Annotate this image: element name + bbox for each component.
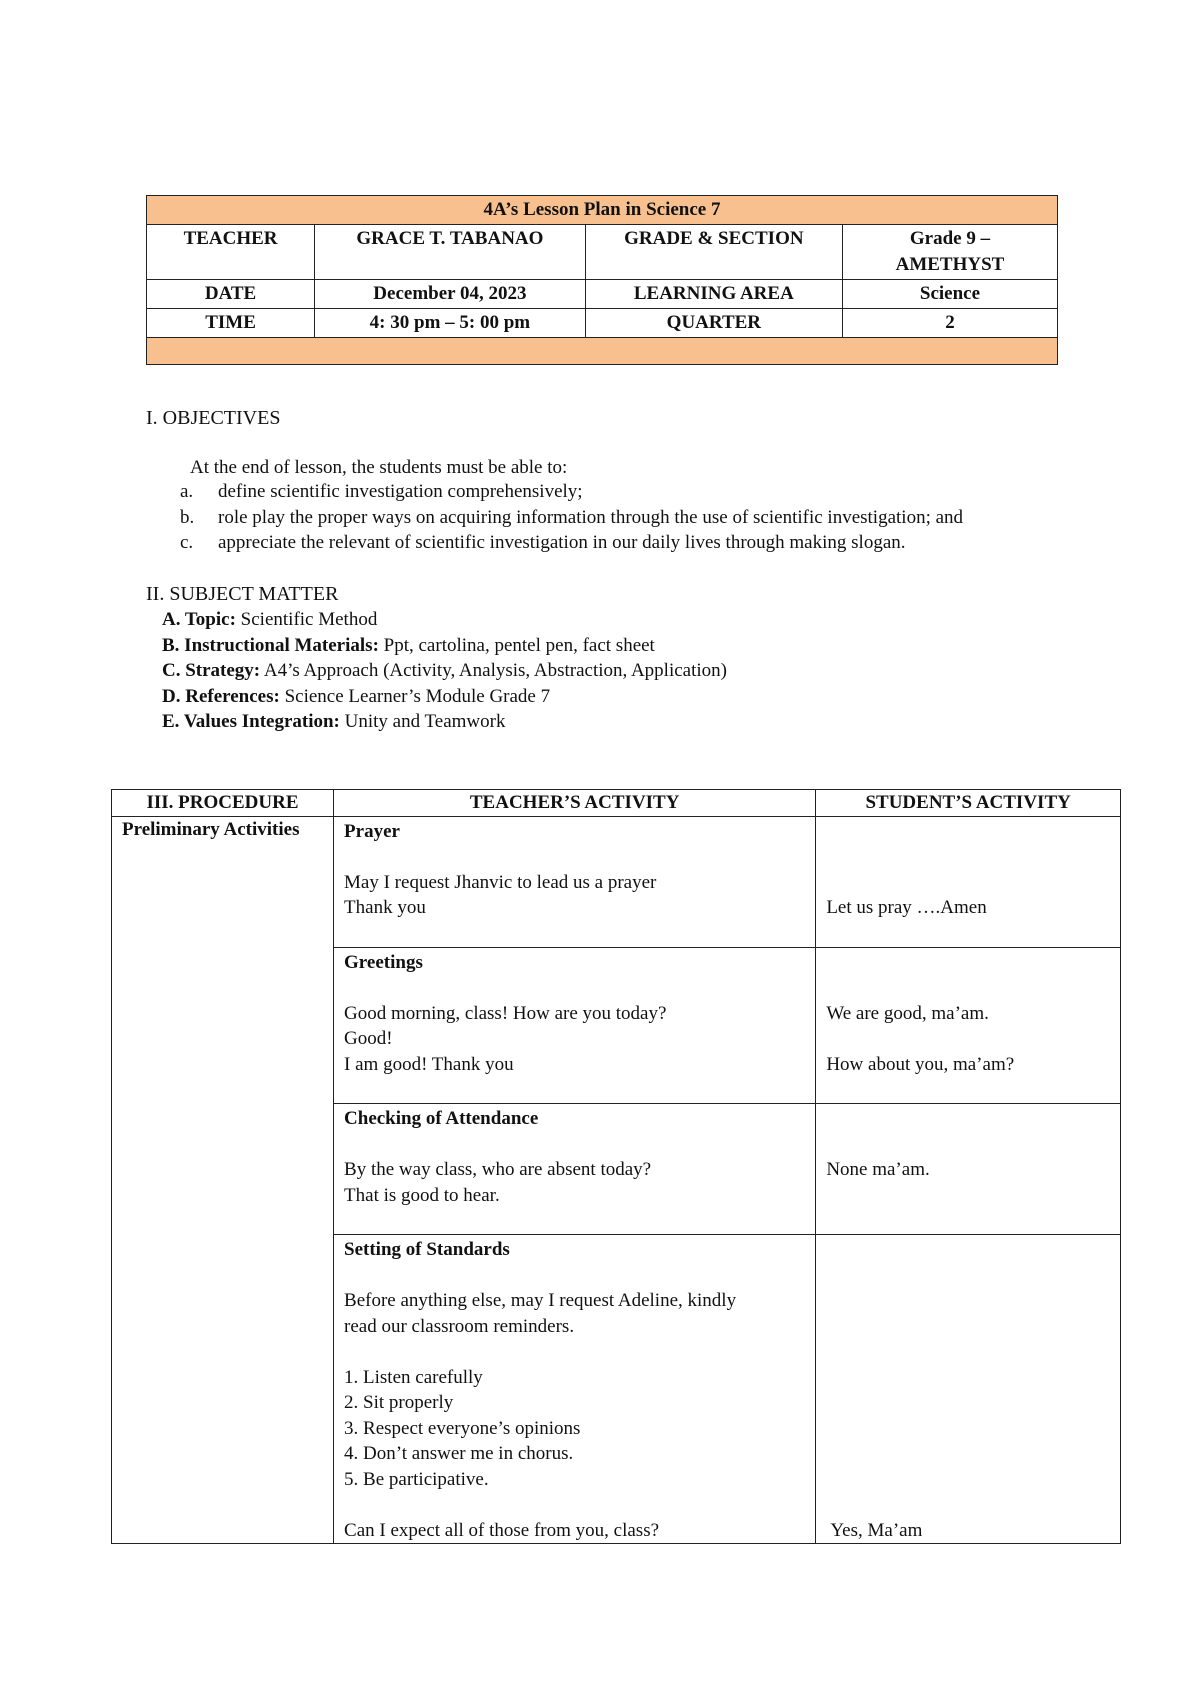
grade-section-value: Grade 9 – AMETHYST [842,225,1057,280]
greetings-line: Good morning, class! How are you today? [344,1002,667,1024]
classroom-rule: 2. Sit properly [344,1392,454,1413]
subject-matter-item [162,684,727,710]
teacher-activity-column-header: TEACHER’S ACTIVITY [334,790,816,817]
objectives-heading: I. OBJECTIVES [146,407,281,429]
greetings-title: Greetings [344,951,423,973]
learning-area-label: LEARNING AREA [585,280,842,309]
prayer-student-response: Let us pray ….Amen [826,897,987,918]
standards-question: Can I expect all of those from you, class? [344,1519,660,1541]
standards-line: Before anything else, may I request Adeline, kindly read our classroom reminders. [344,1290,737,1337]
standards-title: Setting of Standards [344,1239,510,1260]
attendance-line: By the way class, who are absent today? [344,1159,652,1180]
attendance-teacher-cell [334,1104,816,1235]
attendance-student-cell [816,1104,1121,1235]
classroom-rule: 3. Respect everyone’s opinions [344,1417,581,1439]
objective-text: role play the proper ways on acquiring information through the use of scientific investigation; and [218,506,964,528]
date-label: DATE [147,280,315,309]
objective-letter: a. [180,481,194,502]
objective-letter: c. [180,532,194,553]
subject-matter-label: E. Values Integration: [162,711,340,732]
procedure-column-header: III. PROCEDURE [112,790,334,817]
attendance-title: Checking of Attendance [344,1108,539,1129]
standards-student-response: Yes, Ma’am [826,1519,923,1541]
subject-matter-value: Scientific Method [235,609,378,630]
greetings-student-response: How about you, ma’am? [826,1053,1015,1075]
subject-matter-value: Ppt, cartolina, pentel pen, fact sheet [378,634,655,656]
standards-teacher-cell [334,1235,816,1544]
lesson-plan-title: 4A’s Lesson Plan in Science 7 [147,196,1058,225]
attendance-line: That is good to hear. [344,1184,500,1206]
student-activity-column-header: STUDENT’S ACTIVITY [816,790,1121,817]
subject-matter-item [162,607,727,633]
prayer-line: May I request Jhanvic to lead us a prayer [344,871,657,893]
quarter-label: QUARTER [585,309,842,338]
greetings-line: Good! [344,1028,393,1049]
subject-matter-label: C. Strategy: [162,660,261,681]
phase-label: Preliminary Activities [112,816,334,1544]
grade-section-label: GRADE & SECTION [585,225,842,280]
prayer-teacher-cell [334,816,816,947]
subject-matter-heading: II. SUBJECT MATTER [146,583,339,605]
subject-matter-label: D. References: [162,685,280,707]
objective-text: appreciate the relevant of scientific investigation in our daily lives through making slogan. [218,532,906,553]
objectives-intro: At the end of lesson, the students must be able to: [190,457,568,478]
time-value: 4: 30 pm – 5: 00 pm [315,309,586,338]
subject-matter-item [162,658,727,684]
header-blank-row [147,338,1058,365]
subject-matter-item [162,709,727,735]
prayer-line: Thank you [344,897,426,918]
classroom-rule: 5. Be participative. [344,1468,489,1490]
objective-item [180,479,1080,505]
greetings-student-cell [816,947,1121,1104]
subject-matter-label: A. Topic: [162,609,236,630]
teacher-label: TEACHER [147,225,315,280]
classroom-rule: 4. Don’t answer me in chorus. [344,1443,574,1464]
subject-matter-value: Science Learner’s Module Grade 7 [279,685,551,707]
standards-student-cell [816,1235,1121,1544]
greetings-line: I am good! Thank you [344,1053,514,1075]
prayer-student-cell [816,816,1121,947]
subject-matter-value: A4’s Approach (Activity, Analysis, Abstraction, Application) [260,660,727,681]
date-value: December 04, 2023 [315,280,586,309]
subject-matter-item [162,633,727,659]
objective-item [180,530,1080,556]
learning-area-value: Science [842,280,1057,309]
objectives-list [180,479,1080,556]
teacher-value: GRACE T. TABANAO [315,225,586,280]
objective-letter: b. [180,506,195,528]
subject-matter-label: B. Instructional Materials: [162,634,379,656]
attendance-student-response: None ma’am. [826,1159,930,1180]
prayer-title: Prayer [344,820,400,842]
objective-text: define scientific investigation comprehensively; [218,481,583,502]
greetings-teacher-cell [334,947,816,1104]
subject-matter-value: Unity and Teamwork [339,711,506,732]
quarter-value: 2 [842,309,1057,338]
procedure-table [111,789,1121,1544]
time-label: TIME [147,309,315,338]
classroom-rule: 1. Listen carefully [344,1366,483,1388]
objective-item [180,505,1080,531]
lesson-info-table [146,195,1058,365]
subject-matter-list [162,607,727,735]
greetings-student-response: We are good, ma’am. [826,1002,989,1024]
